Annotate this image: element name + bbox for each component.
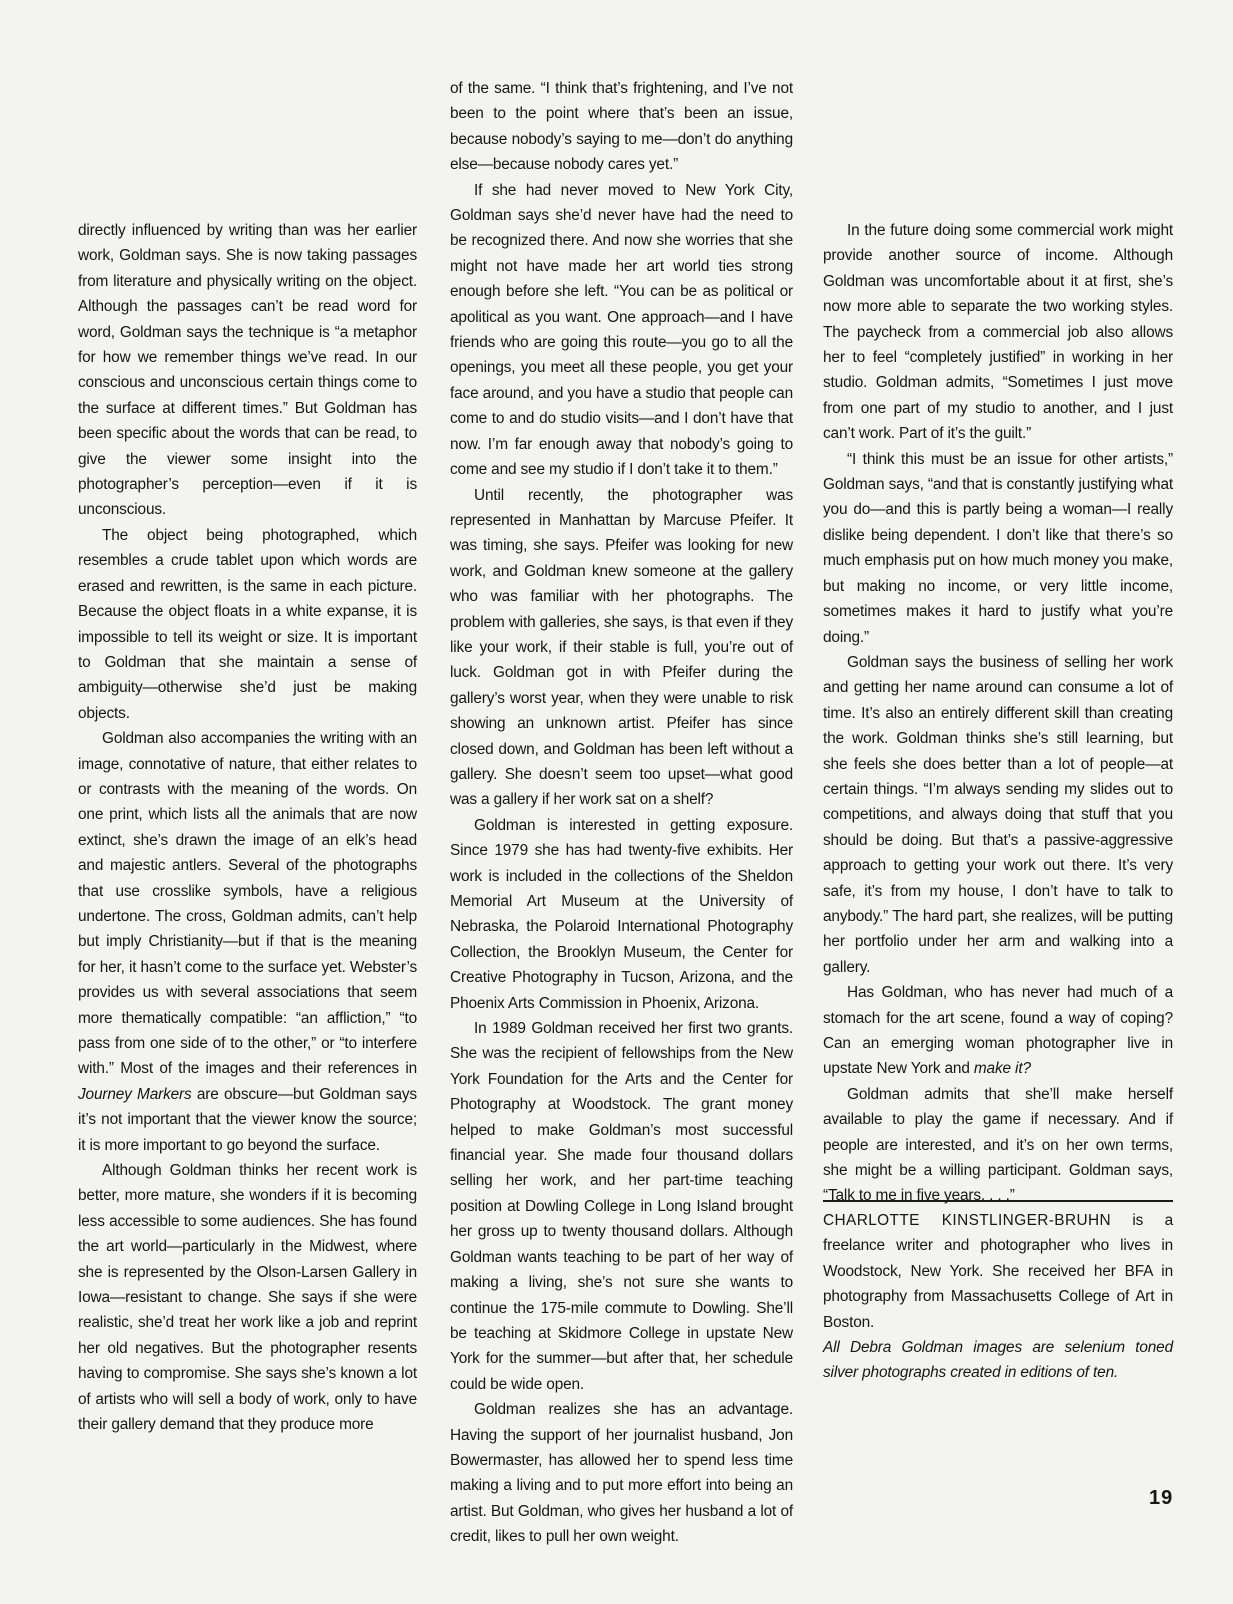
author-bio <box>823 1208 1173 1386</box>
paragraph: In the future doing some commercial work might provide another source of income. Although Goldman was uncomfortable about it at first, she’s now more able to separate the two working styles. The paycheck from a commercial job also allows her to feel “completely justified” in working in her studio. Goldman admits, “Sometimes I just move from one part of my studio to another, and I just can’t work. Part of it’s the guilt.” <box>823 222 1173 443</box>
paragraph: Goldman says the business of selling her work and getting her name around can consume a lot of time. It’s also an entirely different skill than creating the work. Goldman thinks she’s still learning, but she feels she does better than a lot of people—at certain things. “I’m always sending my slides out to competitions, and always doing that stuff that you should be doing. But that’s a passive-aggressive approach to getting your work out there. It’s very safe, it’s from my house, I don’t have to talk to anybody.” The hard part, she realizes, will be putting her portfolio under her arm and walking into a gallery. <box>823 653 1173 976</box>
paragraph: directly influenced by writing than was her earlier work, Goldman says. She is now taking passages from literature and physically writing on the object. Although the passages can’t be read word for word, Goldman says the technique is “a metaphor for how we remember things we’ve read. In our conscious and unconscious certain things come to the surface at different times.” But Goldman has been specific about the words that can be read, to give the viewer some insight into the photographer’s perception—even if it is unconscious. <box>78 222 417 519</box>
paragraph: Goldman is interested in getting exposure. Since 1979 she has had twenty-five exhibits. Her work is included in the collections of the Sheldon Memorial Art Museum at the University of Nebraska, the Polaroid International Photography Collection, the Brooklyn Museum, the Center for Creative Photography in Tucson, Arizona, and the Phoenix Arts Commission in Phoenix, Arizona. <box>450 816 793 1012</box>
paragraph: of the same. “I think that’s frightening, and I’ve not been to the point where that’s been an issue, because nobody’s saying to me—don’t do anything else—because nobody cares yet.” <box>450 80 793 174</box>
article-column-1 <box>78 218 417 1438</box>
paragraph: In 1989 Goldman received her first two grants. She was the recipient of fellowships from the New York Foundation for the Arts and the Center for Photography at Woodstock. The grant money helped to make Goldman’s most successful financial year. She made four thousand dollars selling her work, and her part-time teaching position at Dowling College in Long Island brought her gross up to twenty thousand dollars. Although Goldman wants teaching to be part of her way of making a living, she’s not sure she wants to continue the 175-mile commute to Dowling. She’ll be teaching at Skidmore College in upstate New York for the summer—but after that, her schedule could be wide open. <box>450 1020 793 1393</box>
article-column-3 <box>823 218 1173 1209</box>
paragraph: “I think this must be an issue for other artists,” Goldman says, “and that is constantly justifying what you do—and this is partly being a woman—I really dislike being dependent. I don’t like that there’s so much emphasis put on how much money you make, but making no income, or very little income, sometimes makes it hard to justify what you’re doing.” <box>823 450 1173 646</box>
paragraph: Goldman admits that she’ll make herself available to play the game if necessary. And if people are interested, and it’s on her own terms, she might be a willing participant. Goldman says, “Talk to me in five years. . . .” <box>823 1085 1173 1205</box>
emphasis-text: make it? <box>973 1060 1031 1078</box>
bio-text: is a freelance writer and photographer who lives in Woodstock, New York. She received her BFA in photography from Massachusetts College of Art in Boston. <box>823 1212 1173 1331</box>
paragraph <box>78 726 417 1158</box>
paragraph <box>823 980 1173 1082</box>
bio-divider <box>823 1200 1173 1202</box>
bio-paragraph <box>823 1208 1173 1335</box>
page-number: 19 <box>1149 1487 1174 1509</box>
author-name: CHARLOTTE KINSTLINGER-BRUHN <box>823 1212 1112 1229</box>
paragraph: Although Goldman thinks her recent work is better, more mature, she wonders if it is becoming less accessible to some audiences. She has found the art world—particularly in the Midwest, where she is represented by the Olson-Larsen Gallery in Iowa—resistant to change. She says if she were realistic, she’d treat her work like a job and reprint her old negatives. But the photographer resents having to compromise. She says she’s known a lot of artists who will sell a body of work, only to have their gallery demand that they produce more <box>78 1162 417 1434</box>
article-column-2 <box>450 76 793 1550</box>
paragraph-text: Has Goldman, who has never had much of a stomach for the art scene, found a way of coping? Can an emerging woman photographer live in upstate New York and <box>823 984 1173 1078</box>
paragraph: If she had never moved to New York City, Goldman says she’d never have had the need to be recognized there. And now she worries that she might not have made her art world ties strong enough before she left. “You can be as political or apolitical as you want. One approach—and I have friends who are going this route—you go to all the openings, you meet all these people, you get your face around, and you have a studio that people can come to and do studio visits—and I don’t have that now. I’m far enough away that nobody’s going to come and see my studio if I don’t take it to them.” <box>450 181 793 479</box>
artwork-title: Journey Markers <box>78 1085 192 1103</box>
paragraph-text: are obscure—but Goldman says it’s not important that the viewer know the source; it is more important to go beyond the surface. <box>78 1085 417 1154</box>
paragraph: Goldman realizes she has an advantage. Having the support of her journalist husband, Jon Bowermaster, has allowed her to spend less time making a living and to put more effort into being an artist. But Goldman, who gives her husband a lot of credit, likes to pull her own weight. <box>450 1401 793 1546</box>
image-credit: All Debra Goldman images are selenium toned silver photographs created in editions of ten. <box>823 1339 1173 1382</box>
paragraph-text: Goldman also accompanies the writing with an image, connotative of nature, that either relates to or contrasts with the meaning of the words. On one print, which lists all the animals that are now extinct, she’s drawn the image of an elk’s head and majestic antlers. Several of the photographs that use crosslike symbols, have a religious undertone. The cross, Goldman admits, can’t help but imply Christianity—but if that is the meaning for her, it hasn’t come to the surface yet. Webster’s provides us with several associations that seem more thematically compatible: “an affliction,” “to pass from one side of to the other,” or “to interfere with.” Most of the images and their references in <box>78 730 417 1078</box>
paragraph: Until recently, the photographer was represented in Manhattan by Marcuse Pfeifer. It was timing, she says. Pfeifer was looking for new work, and Goldman knew someone at the gallery who was familiar with her photographs. The problem with galleries, she says, is that even if they like your work, if their stable is full, you’re out of luck. Goldman got in with Pfeifer during the gallery’s worst year, when they were unable to risk showing an unknown artist. Pfeifer has since closed down, and Goldman has been left without a gallery. She doesn’t seem too upset—what good was a gallery if her work sat on a shelf? <box>450 486 793 809</box>
paragraph: The object being photographed, which resembles a crude tablet upon which words are erased and rewritten, is the same in each picture. Because the object floats in a white expanse, it is impossible to tell its weight or size. It is important to Goldman that she maintain a sense of ambiguity—otherwise she’d just be making objects. <box>78 526 417 722</box>
